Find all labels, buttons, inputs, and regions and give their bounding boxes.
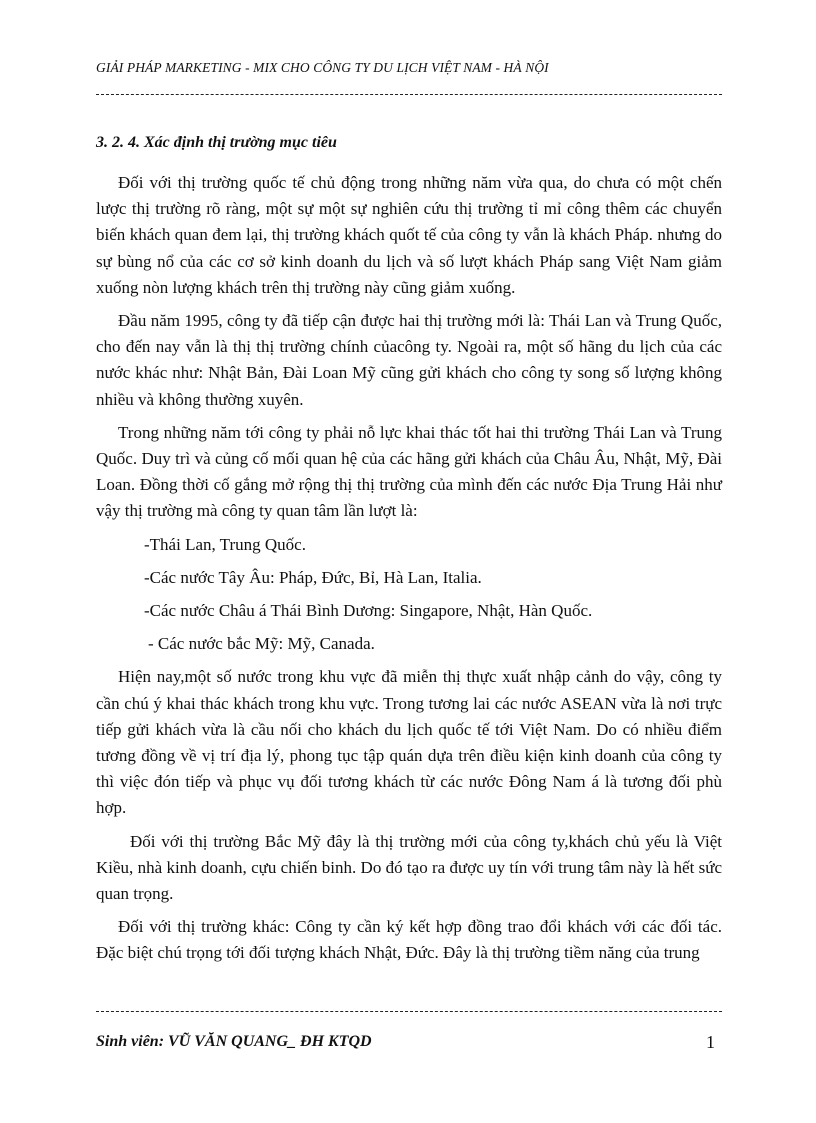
list-item-western-europe: -Các nước Tây Âu: Pháp, Đức, Bỉ, Hà Lan, Italia. <box>144 567 482 587</box>
list-item-asia-pacific: -Các nước Châu á Thái Bình Dương: Singapore, Nhật, Hàn Quốc. <box>144 601 593 621</box>
footer-author: Sinh viên: VŨ VĂN QUANG_ ĐH KTQD <box>96 1033 372 1050</box>
paragraph-intro: Đối với thị trường quốc tế chủ động trong những năm vừa qua, do chưa có một chến lược thị trường rõ ràng, một sự một sự nghiên cứu thị trường tỉ mỉ công thêm các chuyển biến khách quan đem lại, thị trường khách quốt tế của công ty vẫn là khách Pháp. nhưng do sự bùng nổ của các cơ sở kinh doanh du lịch và số lượt khách Pháp sang Việt Nam giảm xuống nòn lượng khách trên thị trường này cũng giảm xuống. <box>96 173 722 297</box>
page-number: 1 <box>706 1032 715 1052</box>
running-header-title: GIẢI PHÁP MARKETING - MIX CHO CÔNG TY DU LỊCH VIỆT NAM - HÀ NỘI <box>96 60 549 75</box>
section-heading: 3. 2. 4. Xác định thị trường mục tiêu <box>96 134 337 151</box>
body-text <box>96 170 722 974</box>
list-item-thai-china: -Thái Lan, Trung Quốc. <box>144 534 306 554</box>
paragraph-asean: Hiện nay,một số nước trong khu vực đã miễn thị thực xuất nhập cảnh do vậy, công ty cần chú ý khai thác khách trong khu vực. Trong tương lai các nước ASEAN vừa là nơi trực tiếp gửi khách vừa là cầu nối cho khách du lịch quốc tế tới Việt Nam. Do có nhiều điểm tương đồng về vị trí địa lý, phong tục tập quán dựa trên điều kiện kinh doanh của công ty thì việc đón tiếp và phục vụ đối tương khách từ các nước Đông Nam á là tương đối phù hợp. <box>96 667 722 818</box>
list-item-north-america: - Các nước bắc Mỹ: Mỹ, Canada. <box>148 634 375 654</box>
footer-divider <box>96 1011 722 1012</box>
paragraph-north-america: Đối với thị trường Bắc Mỹ đây là thị trường mới của công ty,khách chủ yếu là Việt Kiều, nhà kinh doanh, cựu chiến binh. Do đó tạo ra được uy tín với trung tâm này là hết sức quan trọng. <box>96 831 722 904</box>
header-divider <box>96 94 722 95</box>
paragraph-new-markets: Đầu năm 1995, công ty đã tiếp cận được hai thị trường mới là: Thái Lan và Trung Quốc, cho đến nay vẫn là thị thị trường chính củacông ty. Ngoài ra, một số hãng du lịch của các nước khác như: Nhật Bản, Đài Loan Mỹ cũng gửi khách cho công ty song số lượng không nhiều và không thường xuyên. <box>96 311 722 409</box>
paragraph-future-plan: Trong những năm tới công ty phải nỗ lực khai thác tốt hai thi trường Thái Lan và Trung Quốc. Duy trì và củng cố mối quan hệ của các hãng gửi khách của Châu Âu, Nhật, Mỹ, Đài Loan. Đồng thời cố gắng mở rộng thị thị trường của mình đến các nước Địa Trung Hải như vậy thị trường mà công ty quan tâm lần lượt là: <box>96 422 722 521</box>
paragraph-other-markets: Đối với thị trường khác: Công ty cần ký kết hợp đồng trao đổi khách với các đối tác. Đặc biệt chú trọng tới đối tượng khách Nhật, Đức. Đây là thị trường tiềm năng của trung <box>96 917 722 963</box>
